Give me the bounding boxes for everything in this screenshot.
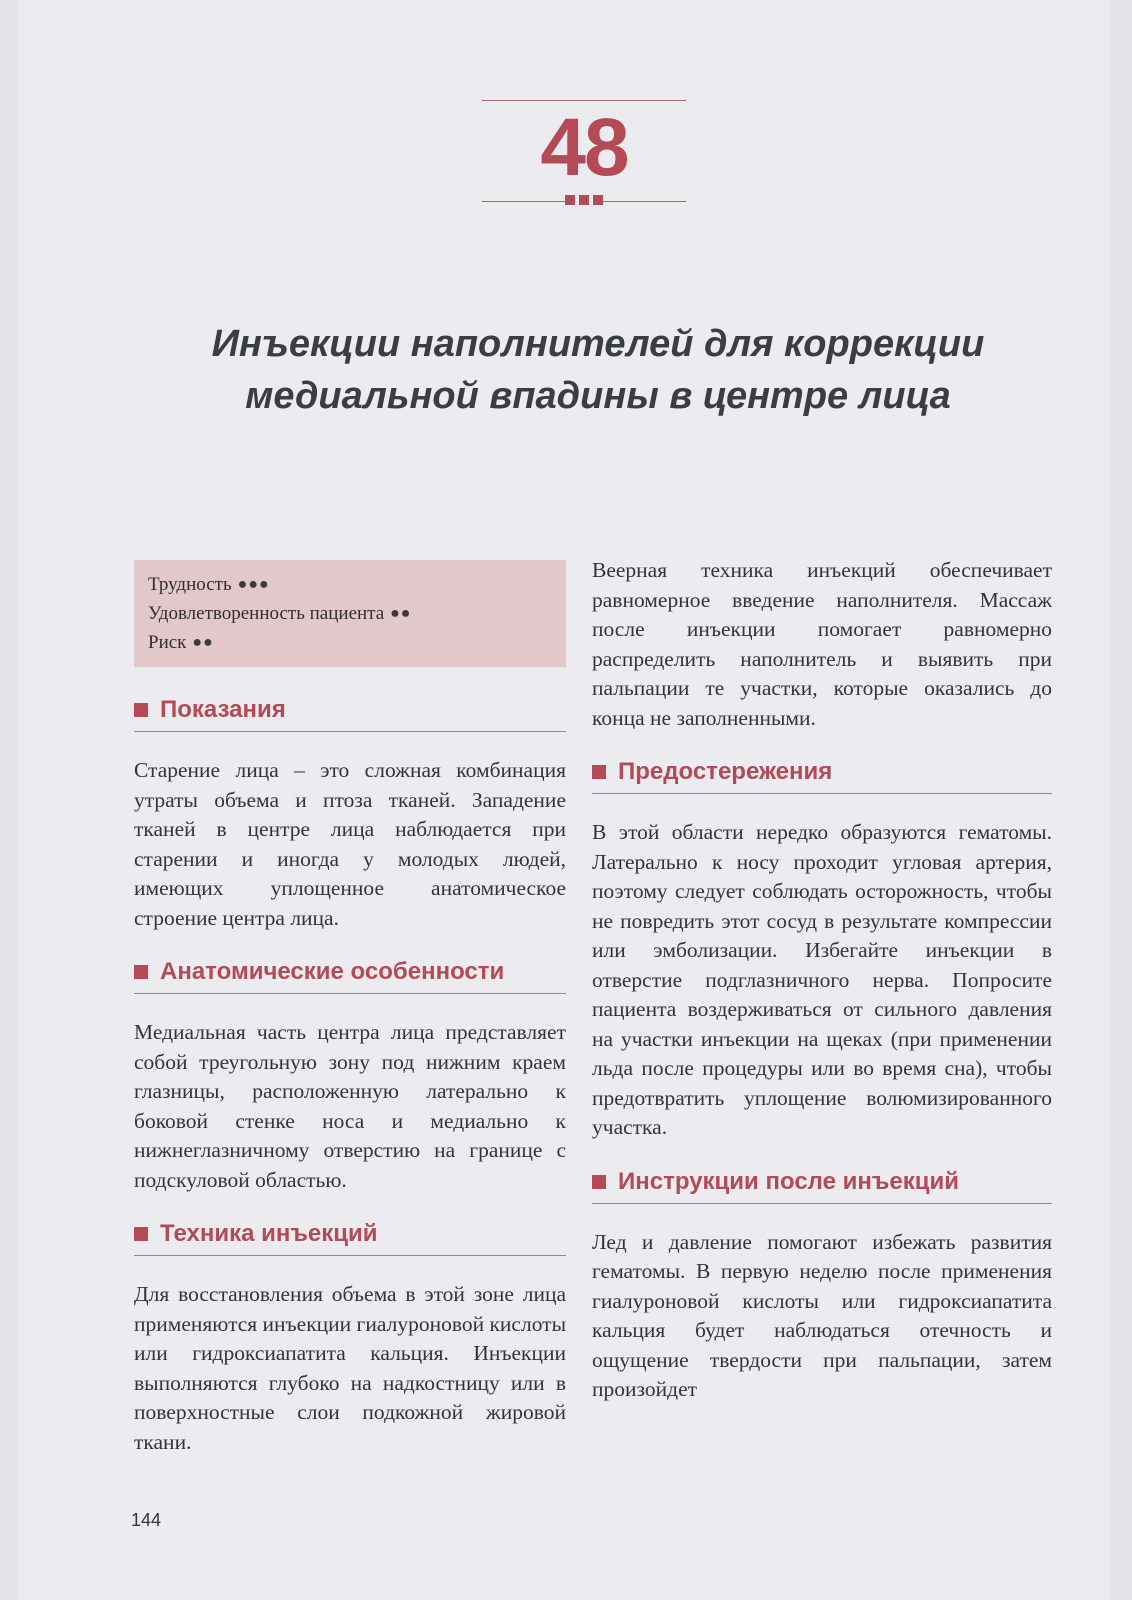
section-square-icon [592,765,606,779]
risk-dots: ●● [192,634,214,651]
section-square-icon [134,703,148,717]
rating-risk: Риск ●● [148,628,552,657]
difficulty-dots: ●●● [237,576,270,593]
right-column [592,556,1052,1429]
book-page [18,0,1110,1600]
cautions-text: В этой области нередко образуются гематомы. Латерально к носу проходит угловая артерия, поэтому следует соблюдать осторожность, чтобы не повредить этот сосуд в результате компрессии или эмболизации. Избегайте инъекции в отверстие подглазничного нерва. Попросите пациента воздерживаться от сильного давления на участки инъекции на щеках (при применении льда после процедуры или во время сна), чтобы предотвратить уплощение волюмизированного участка. [592,820,1052,1139]
rating-box [134,560,566,667]
section-heading-anatomy: Анатомические особенности [134,957,566,994]
chapter-title [138,318,1058,422]
aftercare-text: Лед и давление помогают избежать развития гематомы. В первую неделю после применения гиалуроновой кислоты или гидроксиапатита кальция будет наблюдаться отечность и ощущение твердости при пальпации, затем произойдет [592,1229,1052,1401]
page-number: 144 [131,1510,162,1530]
indications-text: Старение лица – это сложная комбинация утраты объема и птоза тканей. Западение тканей в центре лица наблюдается при старении и иногда у молодых людей, имеющих уплощенное анатомическое строение центра лица. [134,758,566,930]
chapter-marker [482,100,686,205]
section-heading-technique: Техника инъекций [134,1219,566,1256]
technique-continued-text: Веерная техника инъекций обеспечивает равномерное введение наполнителя. Массаж после инъекции помогает равномерно распределить наполнитель и выявить при пальпации те участки, которые оказались до конца не заполненными. [592,558,1052,730]
left-column [134,560,566,1481]
chapter-ornament-squares [565,195,603,205]
anatomy-text: Медиальная часть центра лица представляет собой треугольную зону под нижним краем глазницы, расположенную латерально к боковой стенке носа и медиально к нижнеглазничному отверстию на границе с подскуловой областью. [134,1020,566,1192]
chapter-title-line-2: медиальной впадины в центре лица [245,375,951,417]
section-heading-indications: Показания [134,695,566,732]
satisfaction-dots: ●● [390,605,412,622]
chapter-bottom-ornament [482,195,686,205]
section-heading-cautions: Предостережения [592,757,1052,794]
rating-satisfaction: Удовлетворенность пациента ●● [148,599,552,628]
section-square-icon [592,1175,606,1189]
technique-text: Для восстановления объема в этой зоне лица применяются инъекции гиалуроновой кислоты или гидроксиапатита кальция. Инъекции выполняются глубоко на надкостницу или в поверхностные слои подкожной жировой ткани. [134,1282,567,1454]
chapter-number: 48 [540,102,628,193]
chapter-title-line-1: Инъекции наполнителей для коррекции [211,323,985,365]
rating-difficulty: Трудность ●●● [148,570,552,599]
section-square-icon [134,1227,148,1241]
section-square-icon [134,965,148,979]
section-heading-aftercare: Инструкции после инъекций [592,1167,1052,1204]
